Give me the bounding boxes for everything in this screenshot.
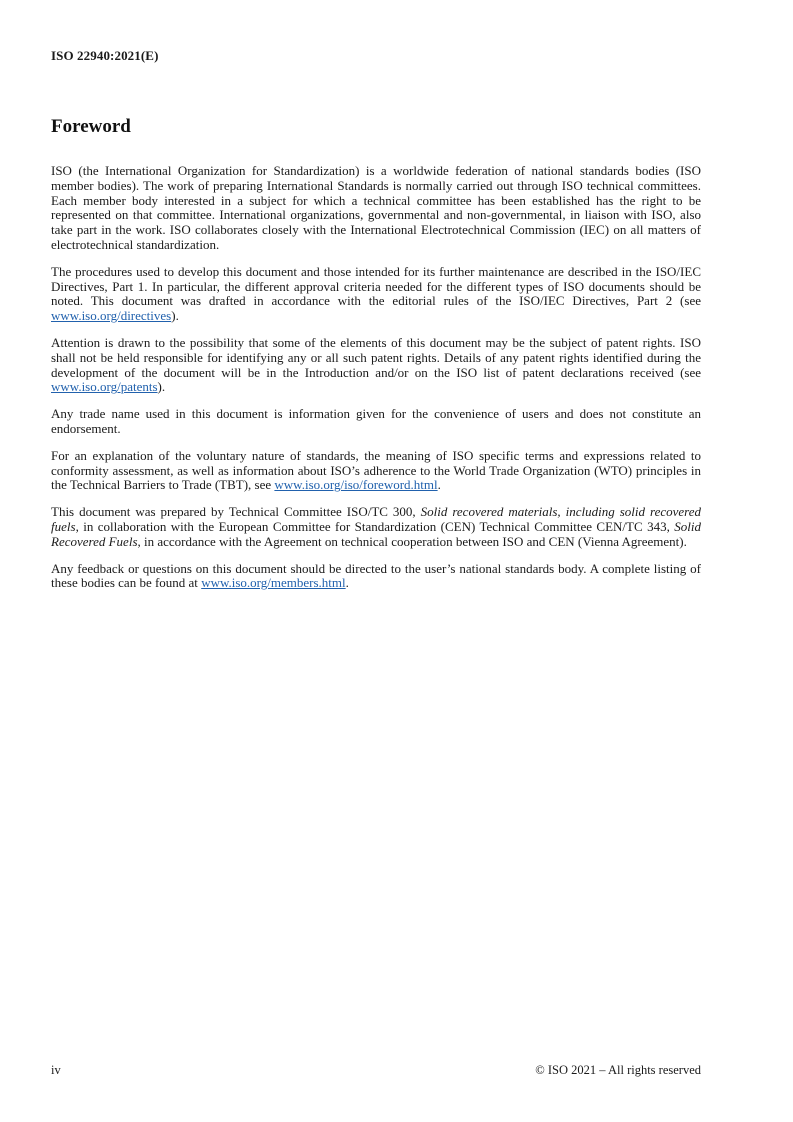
foreword-paragraph-6 [51,505,701,549]
text-run: Any feedback or questions on this document should be directed to the user’s national standards body. A complete listing of these bodies can be found at [51,560,701,591]
document-header [51,48,701,64]
foreword-paragraph-4 [51,407,701,437]
foreword-paragraph-7 [51,562,701,592]
text-run: ). [171,308,179,324]
text-run: The procedures used to develop this document and those intended for its further maintenance are described in the ISO/IEC Directives, Part 1. In particular, the different approval criteria needed for the different types of ISO documents should be noted. This document was drafted in accordance with the editorial rules of the ISO/IEC Directives, Part 2 (see [51,263,701,309]
text-run: . [437,477,441,493]
text-run: ISO (the International Organization for Standardization) is a worldwide federation of national standards bodies (ISO member bodies). The work of preparing International Standards is normally carried out through ISO technical committees. Each member body interested in a subject for which a technical committee has been established has the right to be represented on that committee. International organizations, governmental and non-governmental, in liaison with ISO, also take part in the work. ISO collaborates closely with the International Electrotechnical Commission (IEC) on all matters of electrotechnical standardization. [51,163,701,252]
text-run: This document was prepared by Technical Committee ISO/TC 300, [51,504,421,520]
page-title: Foreword [51,116,131,137]
link-iso-foreword[interactable]: www.iso.org/iso/foreword.html [274,477,438,493]
link-iso-directives[interactable]: www.iso.org/directives [51,308,172,324]
foreword-paragraph-3 [51,336,701,395]
italic-text: Solid Recovered Fuels [51,518,701,549]
text-run: , in accordance with the Agreement on technical cooperation between ISO and CEN (Vienna Agreement). [137,533,687,549]
text-run: For an explanation of the voluntary nature of standards, the meaning of ISO specific terms and expressions related to conformity assessment, as well as information about ISO’s adherence to the World Trade Organization (WTO) principles in the Technical Barriers to Trade (TBT), see [51,447,701,493]
text-run: Attention is drawn to the possibility that some of the elements of this document may be the subject of patent rights. ISO shall not be held responsible for identifying any or all such patent rights. Details of any patent rights identified during the development of the document will be in the Introduction and/or on the ISO list of patent declarations received (see [51,334,701,380]
italic-text: Solid recovered materials, including solid recovered fuels [51,504,701,534]
text-run: , in collaboration with the European Committee for Standardization (CEN) Technical Committee CEN/TC 343, [75,518,675,534]
document-reference: ISO 22940:2021(E) [51,48,159,63]
foreword-paragraph-5 [51,449,701,493]
foreword-body [51,164,701,591]
foreword-paragraph-2 [51,265,701,324]
text-run: Any trade name used in this document is information given for the convenience of users and does not constitute an endorsement. [51,406,701,436]
page-number: iv [51,1063,61,1077]
document-footer [51,1063,701,1078]
link-iso-patents[interactable]: www.iso.org/patents [51,379,158,395]
link-iso-members[interactable]: www.iso.org/members.html [201,575,346,591]
text-run: ). [157,379,166,395]
copyright-notice: © ISO 2021 – All rights reserved [535,1063,701,1077]
foreword-paragraph-1 [51,164,701,253]
text-run: . [345,575,349,591]
